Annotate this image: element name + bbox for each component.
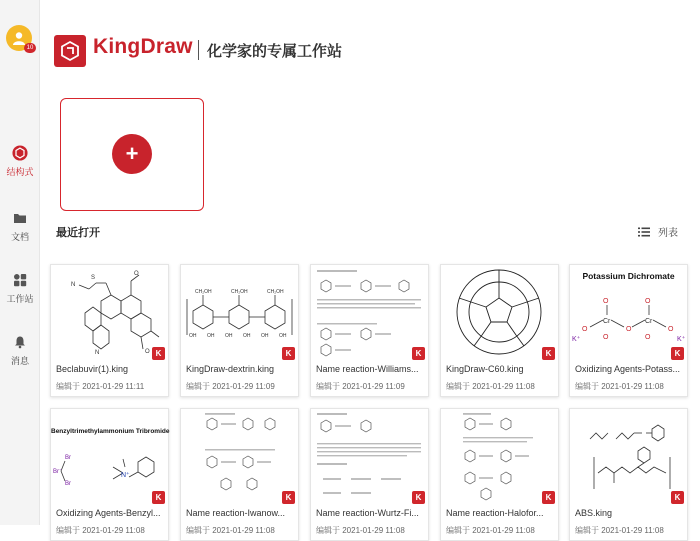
svg-text:O: O	[582, 326, 588, 333]
svg-text:Br: Br	[65, 455, 71, 461]
kingdraw-file-badge: K	[671, 491, 684, 504]
svg-text:CH₂OH: CH₂OH	[231, 289, 248, 295]
thumbnail-title: Benzyltrimethylammonium Tribromide	[51, 428, 170, 435]
svg-text:N: N	[95, 350, 100, 356]
svg-text:O: O	[145, 349, 150, 355]
svg-text:OH: OH	[189, 333, 197, 339]
svg-text:Cr: Cr	[603, 318, 611, 325]
file-date: 编辑于 2021-01-29 11:08	[446, 382, 535, 391]
list-icon	[638, 227, 650, 237]
logo-icon	[59, 40, 81, 62]
list-view-toggle[interactable]	[638, 224, 678, 239]
svg-text:Br⁻: Br⁻	[53, 469, 63, 475]
molecule-structure-icon	[181, 265, 298, 360]
file-thumbnail	[441, 265, 558, 360]
file-card[interactable]	[310, 264, 429, 397]
file-thumbnail	[51, 409, 168, 504]
list-view-label: 列表	[658, 228, 678, 239]
thumbnail-title: Potassium Dichromate	[582, 271, 675, 281]
sidebar-item-label: 工作站	[6, 294, 34, 304]
file-name: ABS.king	[575, 508, 613, 518]
file-name: Name reaction-Halofor...	[446, 508, 544, 518]
document-preview-icon	[181, 409, 298, 504]
file-name: KingDraw-dextrin.king	[186, 364, 275, 374]
svg-text:OH: OH	[279, 333, 287, 339]
file-thumbnail	[570, 265, 687, 360]
svg-text:N⁺: N⁺	[121, 472, 130, 479]
svg-text:K⁺: K⁺	[572, 336, 581, 343]
file-card[interactable]	[50, 408, 169, 541]
file-date: 编辑于 2021-01-29 11:08	[186, 526, 275, 535]
sidebar-item-messages[interactable]	[0, 334, 40, 367]
svg-text:OH: OH	[207, 333, 215, 339]
file-card[interactable]	[440, 264, 559, 397]
file-date: 编辑于 2021-01-29 11:09	[186, 382, 275, 391]
add-button[interactable]: +	[112, 134, 152, 174]
svg-text:O: O	[668, 326, 674, 333]
file-name: Name reaction-Wurtz-Fi...	[316, 508, 419, 518]
svg-text:O: O	[626, 326, 632, 333]
kingdraw-file-badge: K	[282, 491, 295, 504]
file-thumbnail	[311, 265, 428, 360]
svg-text:CH₂OH: CH₂OH	[195, 289, 212, 295]
kingdraw-file-badge: K	[152, 491, 165, 504]
file-name: Oxidizing Agents-Potass...	[575, 364, 681, 374]
file-date: 编辑于 2021-01-29 11:08	[575, 526, 664, 535]
file-thumbnail	[441, 409, 558, 504]
new-document-card[interactable]	[60, 98, 204, 211]
svg-text:O: O	[134, 271, 139, 277]
kingdraw-file-badge: K	[152, 347, 165, 360]
notification-badge: 10	[24, 43, 36, 53]
file-date: 编辑于 2021-01-29 11:08	[575, 382, 664, 391]
kingdraw-logo	[54, 35, 86, 67]
file-name: Name reaction-Williams...	[316, 364, 419, 374]
sidebar-item-documents[interactable]	[0, 210, 40, 243]
document-preview-icon	[311, 409, 428, 504]
svg-text:OH: OH	[261, 333, 269, 339]
kingdraw-file-badge: K	[412, 491, 425, 504]
svg-text:OH: OH	[243, 333, 251, 339]
file-thumbnail	[181, 409, 298, 504]
svg-text:O: O	[603, 334, 609, 341]
file-date: 编辑于 2021-01-29 11:08	[56, 526, 145, 535]
file-name: Beclabuvir(1).king	[56, 364, 129, 374]
file-date: 编辑于 2021-01-29 11:08	[446, 526, 535, 535]
svg-text:O: O	[645, 298, 651, 305]
svg-text:O: O	[645, 334, 651, 341]
kingdraw-file-badge: K	[282, 347, 295, 360]
svg-text:N: N	[71, 282, 76, 288]
file-card[interactable]	[440, 408, 559, 541]
file-thumbnail	[311, 409, 428, 504]
svg-text:OH: OH	[225, 333, 233, 339]
file-date: 编辑于 2021-01-29 11:08	[316, 526, 405, 535]
document-preview-icon	[441, 409, 558, 504]
sidebar-item-structure[interactable]	[0, 145, 40, 178]
sidebar-item-workstation[interactable]	[0, 272, 40, 305]
brand-slogan: 化学家的专属工作站	[207, 43, 343, 60]
sidebar-item-label: 文档	[10, 232, 29, 242]
svg-text:S: S	[91, 275, 96, 281]
file-name: Name reaction-Iwanow...	[186, 508, 286, 518]
file-card[interactable]	[50, 264, 169, 397]
molecule-structure-icon	[51, 409, 168, 504]
file-card[interactable]	[180, 408, 299, 541]
recent-files-title: 最近打开	[56, 227, 100, 239]
file-card[interactable]	[569, 408, 688, 541]
kingdraw-file-badge: K	[412, 347, 425, 360]
file-thumbnail	[570, 409, 687, 504]
user-avatar[interactable]	[6, 25, 32, 51]
sidebar	[0, 0, 40, 525]
molecule-structure-icon	[51, 265, 168, 360]
folder-icon	[13, 210, 27, 226]
brand-divider	[198, 40, 199, 60]
kingdraw-file-badge: K	[542, 491, 555, 504]
svg-text:O: O	[603, 298, 609, 305]
svg-text:Cr: Cr	[645, 318, 653, 325]
brand-name: KingDraw	[93, 35, 193, 58]
file-thumbnail	[51, 265, 168, 360]
svg-text:CH₂OH: CH₂OH	[267, 289, 284, 295]
kingdraw-file-badge: K	[542, 347, 555, 360]
svg-text:K⁺: K⁺	[677, 336, 686, 343]
grid-icon	[13, 272, 27, 288]
file-name: Oxidizing Agents-Benzyl...	[56, 508, 161, 518]
file-card[interactable]	[569, 264, 688, 397]
file-date: 编辑于 2021-01-29 11:11	[56, 382, 145, 391]
file-card[interactable]	[310, 408, 429, 541]
file-date: 编辑于 2021-01-29 11:09	[316, 382, 405, 391]
sidebar-item-label: 结构式	[6, 167, 34, 177]
sidebar-item-label: 消息	[10, 356, 29, 366]
file-card[interactable]	[180, 264, 299, 397]
polymer-structure-icon	[570, 409, 687, 504]
svg-text:Br: Br	[65, 481, 71, 487]
kingdraw-file-badge: K	[671, 347, 684, 360]
fullerene-structure-icon	[441, 265, 558, 360]
document-preview-icon	[311, 265, 428, 360]
file-name: KingDraw-C60.king	[446, 364, 524, 374]
file-thumbnail	[181, 265, 298, 360]
hexagon-icon	[11, 145, 29, 161]
bell-icon	[13, 334, 27, 350]
